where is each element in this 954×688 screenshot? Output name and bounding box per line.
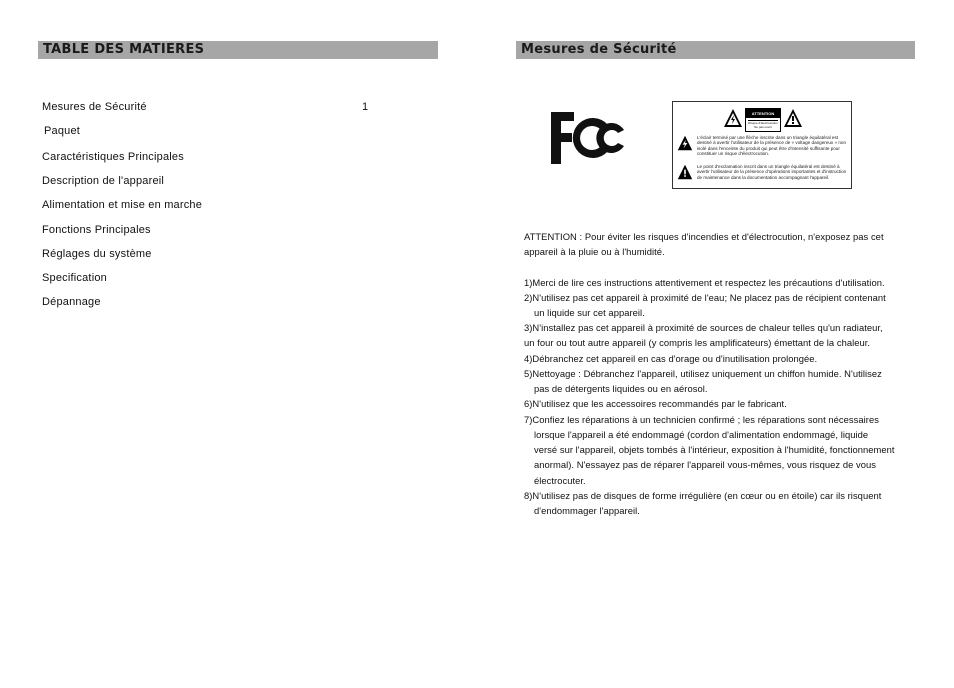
instruction-line: pas de détergents liquides ou en aérosol.	[534, 383, 708, 394]
exclamation-warning-text: Le point d'exclamation inscrit dans un triangle équilatéral est destiné à avertir l'utilisateur de la présence d'opérations importantes et d'instruction de maintenance dans la documentation accompagnant l'appareil.	[697, 164, 847, 180]
instruction-line: un four ou tout autre appareil (y compris les amplificateurs) émettant de la chaleur.	[524, 337, 871, 348]
toc-page-number: 1	[362, 101, 369, 113]
toc-item-paquet: Paquet	[44, 125, 81, 137]
instruction-line: électrocuter.	[534, 475, 586, 486]
exclamation-triangle-icon	[677, 164, 693, 180]
lightning-warning-text: L'éclair terminé par une flèche inscrite dans un triangle équilatéral est destiné à avertir l'utilisateur de la présence de « voltage dangereux » non isolé dans l'enceinte du produit qui peut être d'intensité suffisante pour constituer un risque d'électrocution.	[697, 135, 846, 157]
toc-item-description: Description de l'appareil	[42, 175, 165, 187]
instruction-line: versé sur l'appareil, objets tombés à l'intérieur, exposition à l'humidité, fonctionnement	[534, 444, 895, 455]
attention-line-2: appareil à la pluie ou à l'humidité.	[524, 246, 665, 257]
instruction-line: anormal). N'essayez pas de réparer l'appareil vous-mêmes, vous risquez de vous	[534, 459, 877, 470]
instruction-line: 8)N'utilisez pas de disques de forme irrégulière (en cœur ou en étoile) car ils risquent	[524, 490, 882, 501]
instruction-line: 1)Merci de lire ces instructions attentivement et respectez les précautions d'utilisation.	[524, 277, 885, 288]
caution-label-bottom: Risque d'électrocution Ne pas ouvrir	[748, 121, 778, 129]
instruction-line: 6)N'utilisez que les accessoires recommandés par le fabricant.	[524, 398, 787, 409]
safety-header: Mesures de Sécurité	[516, 41, 915, 59]
exclamation-triangle-icon	[783, 108, 803, 128]
instruction-line: 2)N'utilisez pas cet appareil à proximité de l'eau; Ne placez pas de récipient contenant	[524, 292, 886, 303]
fcc-logo	[550, 110, 628, 166]
warning-label-header	[721, 106, 805, 132]
instruction-line: 3)N'installez pas cet appareil à proximité de sources de chaleur telles qu'un radiateur,	[524, 322, 883, 333]
electric-shock-warning-label	[672, 101, 852, 189]
toc-item-mesures: Mesures de Sécurité	[42, 101, 147, 113]
caution-label	[745, 108, 781, 132]
lightning-triangle-icon	[677, 135, 693, 151]
fcc-logo-text: FC	[550, 110, 552, 111]
instruction-line: d'endommager l'appareil.	[534, 505, 640, 516]
toc-item-depannage: Dépannage	[42, 296, 101, 308]
instruction-line: 4)Débranchez cet appareil en cas d'orage ou d'inutilisation prolongée.	[524, 353, 818, 364]
toc-item-fonctions: Fonctions Principales	[42, 224, 151, 236]
lightning-triangle-icon	[723, 108, 743, 128]
toc-item-reglages: Réglages du système	[42, 248, 152, 260]
instruction-line: 5)Nettoyage : Débranchez l'appareil, utilisez uniquement un chiffon humide. N'utilisez	[524, 368, 882, 379]
attention-line-1: ATTENTION : Pour éviter les risques d'incendies et d'électrocution, n'exposez pas cet	[524, 231, 884, 242]
instruction-line: lorsque l'appareil a été endommagé (cordon d'alimentation endommagé, liquide	[534, 429, 869, 440]
toc-item-caracteristiques: Caractéristiques Principales	[42, 151, 184, 163]
toc-item-alimentation: Alimentation et mise en marche	[42, 199, 203, 211]
toc-item-specification: Specification	[42, 272, 107, 284]
instruction-line: un liquide sur cet appareil.	[534, 307, 645, 318]
toc-header: TABLE DES MATIERES	[38, 41, 438, 59]
instruction-line: 7)Confiez les réparations à un technicien confirmé ; les réparations sont nécessaires	[524, 414, 879, 425]
caution-label-top: ATTENTION	[746, 109, 780, 118]
